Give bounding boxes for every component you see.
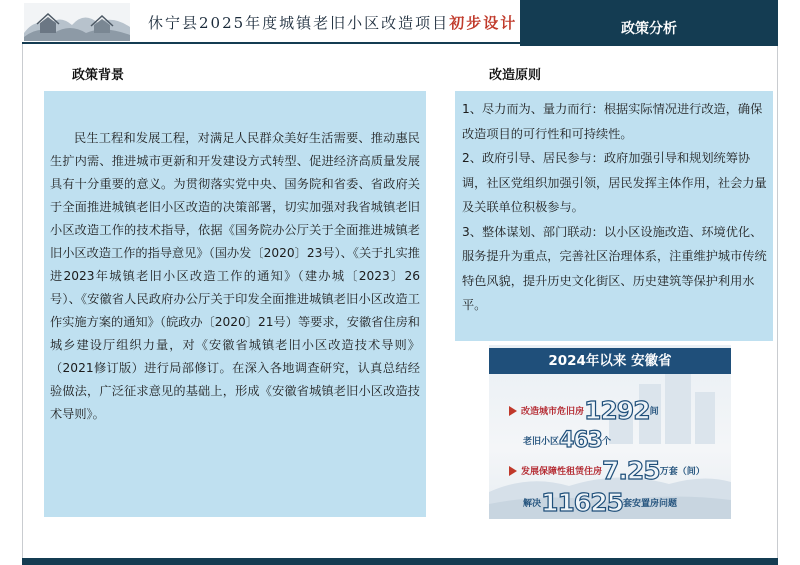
document-title-main: 休宁县2025年度城镇老旧小区改造项目 bbox=[148, 14, 450, 32]
stat-value: 463 bbox=[559, 428, 602, 453]
principle-item: 1、尽力而为、量力而行：根据实际情况进行改造，确保改造项目的可行性和可持续性。 bbox=[462, 102, 763, 141]
stats-infographic bbox=[489, 345, 731, 519]
background-paragraph: 民生工程和发展工程，对满足人民群众美好生活需要、推动惠民生扩内需、推进城市更新和开发建设方式转型、促进经济高质量发展具有十分重要的意义。为贯彻落实党中央、国务院和省委、省政府关于全面推进城镇老旧小区改造的决策部署，切实加强对我省城镇老旧小区改造工作的技术指导，依据《国务院办公厅关于全面推进城镇老旧小区改造工作的指导意见》（国办发〔2020〕23号）、《关于扎实推进2023年城镇老旧小区改造工作的通知》（建办城〔2023〕26号）、《安徽省人民政府办公厅关于印发全面推进城镇老旧小区改造工作实施方案的通知》（皖政办〔2020〕21号）等要求，安徽省住房和城乡建设厅组织力量，对《安徽省城镇老旧小区改造技术导则》（2021修订版）进行局部修订。在深入各地调查研究，认真总结经验做法，广泛征求意见的基础上，形成《安徽省城镇老旧小区改造技术导则》。 bbox=[50, 131, 420, 421]
background-panel bbox=[44, 91, 426, 517]
principles-heading: 改造原则 bbox=[489, 68, 542, 83]
stat-unit: 套安置房问题 bbox=[623, 499, 678, 509]
arrow-right-icon bbox=[509, 406, 517, 416]
stat-row bbox=[509, 396, 659, 425]
stats-banner: 2024年以来 安徽省 bbox=[489, 348, 731, 374]
stat-label: 发展保障性租赁住房 bbox=[521, 467, 603, 477]
principle-item: 2、政府引导、居民参与：政府加强引导和规划统筹协调，社区党组织加强引领，居民发挥主体作用，社会力量及关联单位积极参与。 bbox=[462, 151, 767, 214]
document-title bbox=[148, 12, 517, 33]
stat-row bbox=[523, 488, 677, 517]
principles-panel bbox=[455, 91, 773, 341]
stat-label: 改造城市危旧房 bbox=[521, 407, 585, 417]
stat-unit: 万套（间） bbox=[659, 467, 705, 477]
background-heading: 政策背景 bbox=[72, 68, 125, 83]
stat-value: 11625 bbox=[541, 488, 623, 517]
stat-unit: 个 bbox=[601, 437, 611, 447]
stat-label: 解决 bbox=[523, 499, 542, 509]
stat-label: 老旧小区 bbox=[523, 437, 560, 447]
section-title: 政策分析 bbox=[621, 21, 677, 37]
landscape-logo-icon bbox=[24, 3, 130, 41]
principle-item: 3、整体谋划、部门联动：以小区设施改造、环境优化、服务提升为重点，完善社区治理体系，注重维护城市传统特色风貌，提升历史文化街区、历史建筑等保护利用水平。 bbox=[462, 224, 767, 312]
stat-unit: 间 bbox=[649, 407, 659, 417]
stat-value: 1292 bbox=[584, 396, 650, 425]
header-bar bbox=[22, 0, 520, 44]
stat-value: 7.25 bbox=[602, 456, 660, 485]
document-title-accent: 初步设计 bbox=[449, 14, 518, 32]
section-tab bbox=[520, 0, 778, 46]
stat-row bbox=[523, 428, 611, 453]
stat-row bbox=[509, 456, 705, 485]
footer-bar bbox=[22, 558, 778, 565]
principles-list bbox=[462, 97, 768, 318]
arrow-right-icon bbox=[509, 466, 517, 476]
